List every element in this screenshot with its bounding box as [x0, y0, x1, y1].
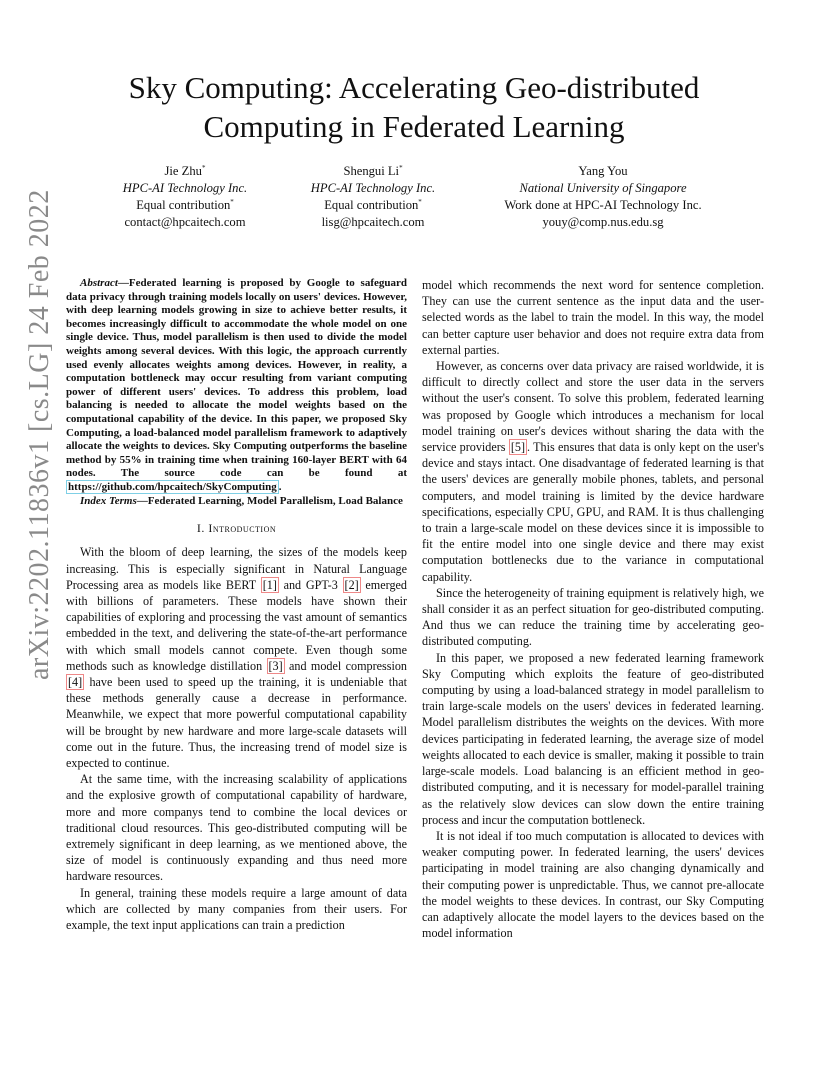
paragraph: In this paper, we proposed a new federated learning framework Sky Computing which exploits the feature of geo-distributed computing by using a load-balanced strategy in model parallelism to train large-scale models on the users' devices in federated learning. Model parallelism distributes the weights on the devices. With more devices participating in federated learning, the average size of model weights allocated to each device is smaller, making it possible to train large-scale models. Load balancing is an efficient method in geo-distributed computing, and it is necessary for model-parallel training as the relatively slow devices can slow down the entire training process and incur the computation bottleneck.: [422, 650, 764, 827]
author-mark: *: [399, 163, 403, 172]
index-terms: [66, 495, 407, 509]
paragraph: At the same time, with the increasing scalability of applications and the explosive growth of computational capability of hardware, more and more companys tend to combine the local devices or traditional cloud resources. This geo-distributed computing will be extremely significant in deep learning, as we mentioned above, the size of model is continuously expanding and thus need more hardware resources.: [66, 772, 407, 884]
text-run: have been used to speed up the training, it is undeniable that these methods generally cause a decrease in performance. Meanwhile, we expect that more powerful computational capability will be brought by new hardware and more large-scale datasets will come out in the future. Thus, the increasing trend of model size is expected to continue.: [66, 674, 407, 770]
author-name: Jie Zhu: [164, 164, 202, 178]
author-note: Work done at HPC-AI Technology Inc.: [504, 198, 702, 212]
author-email[interactable]: youy@comp.nus.edu.sg: [542, 215, 664, 229]
paper-title: Sky Computing: Accelerating Geo-distributed Computing in Federated Learning: [128, 70, 700, 144]
author-email[interactable]: contact@hpcaitech.com: [124, 215, 246, 229]
paragraph: [66, 544, 407, 771]
author-affiliation: HPC-AI Technology Inc.: [310, 181, 436, 195]
arxiv-identifier: arXiv:2202.11836v1 [cs.LG] 24 Feb 2022: [24, 189, 55, 680]
author-affiliation: HPC-AI Technology Inc.: [122, 181, 248, 195]
index-terms-text: —Federated Learning, Model Parallelism, Load Balance: [136, 494, 403, 507]
author-mark: *: [201, 163, 206, 172]
author-name: Yang You: [578, 164, 628, 178]
text-run: emerged with billions of parameters. These models have shown their capabilities of exploring and processing the vast amount of semantics embedded in the text, and delivering the state-of-the-art performance with which small models cannot compete. Even though some methods such as knowledge distillation: [66, 577, 407, 673]
citation-link[interactable]: [5]: [510, 440, 525, 455]
source-code-link[interactable]: https://github.com/hpcaitech/SkyComputing: [68, 480, 277, 493]
abstract-lead: Abstract: [80, 277, 118, 289]
section-heading: [66, 520, 407, 536]
right-column: [422, 277, 764, 941]
paragraph: In general, training these models require a large amount of data which are collected by many companies from their users. For example, the text input applications can train a prediction: [66, 885, 407, 932]
index-terms-lead: Index Terms: [80, 494, 137, 507]
author-note: Equal contribution: [324, 198, 419, 212]
author-name: Shengui Li: [343, 164, 400, 178]
note-mark: *: [418, 197, 422, 206]
abstract-text: —Federated learning is proposed by Google to safeguard data privacy through training models locally on users' devices. However, with deep learning models growing in size to achieve better results, it becomes increasingly difficult to accommodate the whole model on one single device. Thus, model parallelism is then used to divide the model weights among several devices. With this logic, the approach currently used evenly allocates weights among devices. However, in reality, a computation bottleneck may occur resulting from variant computing power of different users' devices. To address this problem, load balancing is needed to allocate the model weights based on the computational capability of the device. In this paper, we proposed Sky Computing, a load-balanced model parallelism framework to adaptively allocate the weights to devices. Sky Computing outperforms the baseline method by 55% in training time when training 160-layer BERT with 64 nodes. The source code can be found at: [66, 277, 407, 480]
citation-link[interactable]: [1]: [262, 577, 277, 592]
author-block-3: [503, 163, 703, 231]
author-note: Equal contribution: [136, 198, 231, 212]
paragraph: [422, 358, 764, 585]
text-run: and GPT-3: [278, 577, 343, 592]
text-run: With the bloom of deep learning, the sizes of the models keep increasing. This is especially significant in Natural Language Processing area as models like BERT: [66, 545, 407, 592]
section-title: Introduction: [208, 521, 277, 536]
text-run: However, as concerns over data privacy are raised worldwide, it is difficult to directly collect and store the user data in the servers without the user's consent. To solve this problem, federated learning was proposed by Google which introduces a mechanism for local model training on user's devices without sharing the data with the service providers: [422, 359, 764, 455]
paragraph: Since the heterogeneity of training equipment is relatively high, we shall consider it as an perfect situation for geo-distributed computing. And thus we can reduce the training time by accelerating geo-distributed computing.: [422, 585, 764, 649]
citation-link[interactable]: [3]: [268, 658, 283, 673]
abstract: [66, 277, 407, 495]
text-run: . This ensures that data is only kept on the user's device and stays intact. One disadvantage of federated learning is that the users' devices are generally mobile phones, tablets, and personal computers, and model training is limited by the device hardware specifications, especially CPU, GPU, and RAM. It is thus challenging to train a large-scale model on these devices since it is impossible to fit the entire model into one single device and there may exist computation bottlenecks due to the variance in computational capability.: [422, 440, 764, 584]
paragraph: model which recommends the next word for sentence completion. They can use the current sentence as the input data and the user-selected words as the label to train the model. In this way, the model can better capture user behavior and does not require extra data from external parties.: [422, 278, 764, 357]
author-email[interactable]: lisg@hpcaitech.com: [321, 215, 425, 229]
section-numeral: I.: [196, 521, 209, 536]
paragraph: It is not ideal if too much computation is allocated to devices with weaker computing power. In federated learning, the users' devices participating in model training are also changing dynamically and their computing power is unpredictable. Thus, we cannot pre-allocate the model weights to these devices. In contrast, our Sky Computing can adaptively allocate the model layers to the devices based on the model information: [422, 828, 764, 941]
author-block-2: [273, 163, 473, 231]
left-column: [66, 277, 407, 933]
note-mark: *: [230, 197, 234, 206]
text-run: and model compression: [284, 658, 407, 673]
citation-link[interactable]: [2]: [344, 577, 359, 592]
citation-link[interactable]: [4]: [68, 674, 83, 689]
author-block-1: [85, 163, 285, 231]
abstract-end: .: [278, 480, 282, 493]
author-affiliation: National University of Singapore: [519, 181, 687, 195]
